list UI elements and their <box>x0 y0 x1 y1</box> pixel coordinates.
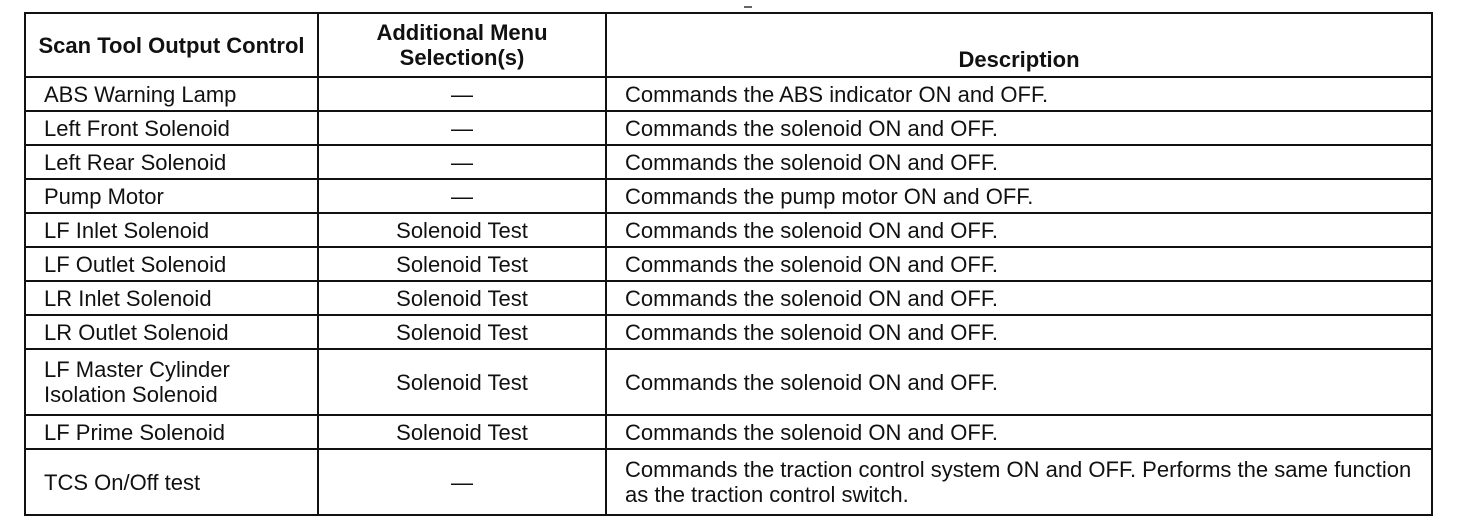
table-row <box>25 315 1432 349</box>
description-cell: Commands the solenoid ON and OFF. <box>606 315 1432 349</box>
selection-cell: Solenoid Test <box>318 349 606 415</box>
description-cell: Commands the solenoid ON and OFF. <box>606 281 1432 315</box>
description-cell: Commands the solenoid ON and OFF. <box>606 349 1432 415</box>
table-row <box>25 145 1432 179</box>
description-cell: Commands the solenoid ON and OFF. <box>606 145 1432 179</box>
description-cell: Commands the solenoid ON and OFF. <box>606 415 1432 449</box>
control-cell: Left Rear Solenoid <box>25 145 318 179</box>
description-cell: Commands the solenoid ON and OFF. <box>606 247 1432 281</box>
control-cell: Left Front Solenoid <box>25 111 318 145</box>
table-row <box>25 111 1432 145</box>
header-menu-selection: Additional Menu Selection(s) <box>318 13 606 77</box>
header-output-control: Scan Tool Output Control <box>25 13 318 77</box>
control-cell: Pump Motor <box>25 179 318 213</box>
description-cell: Commands the solenoid ON and OFF. <box>606 213 1432 247</box>
table-row <box>25 349 1432 415</box>
selection-cell: Solenoid Test <box>318 247 606 281</box>
selection-cell: Solenoid Test <box>318 281 606 315</box>
selection-cell: Solenoid Test <box>318 415 606 449</box>
description-cell: Commands the traction control system ON and OFF. Performs the same function as the traction control switch. <box>606 449 1432 515</box>
table-row <box>25 179 1432 213</box>
scan-mark <box>744 6 752 8</box>
control-cell: ABS Warning Lamp <box>25 77 318 111</box>
output-control-table <box>24 12 1433 516</box>
selection-cell: — <box>318 111 606 145</box>
table-row <box>25 449 1432 515</box>
table-row <box>25 77 1432 111</box>
table-row <box>25 415 1432 449</box>
control-cell: LF Inlet Solenoid <box>25 213 318 247</box>
control-cell: TCS On/Off test <box>25 449 318 515</box>
selection-cell: — <box>318 179 606 213</box>
control-cell: LR Inlet Solenoid <box>25 281 318 315</box>
control-cell: LF Outlet Solenoid <box>25 247 318 281</box>
description-cell: Commands the ABS indicator ON and OFF. <box>606 77 1432 111</box>
table-row <box>25 213 1432 247</box>
control-cell: LF Prime Solenoid <box>25 415 318 449</box>
description-cell: Commands the solenoid ON and OFF. <box>606 111 1432 145</box>
control-cell: LR Outlet Solenoid <box>25 315 318 349</box>
selection-cell: Solenoid Test <box>318 213 606 247</box>
header-description: Description <box>606 13 1432 77</box>
description-cell: Commands the pump motor ON and OFF. <box>606 179 1432 213</box>
header-row <box>25 13 1432 77</box>
table-row <box>25 281 1432 315</box>
control-cell: LF Master Cylinder Isolation Solenoid <box>25 349 318 415</box>
selection-cell: Solenoid Test <box>318 315 606 349</box>
selection-cell: — <box>318 449 606 515</box>
table-row <box>25 247 1432 281</box>
selection-cell: — <box>318 77 606 111</box>
selection-cell: — <box>318 145 606 179</box>
